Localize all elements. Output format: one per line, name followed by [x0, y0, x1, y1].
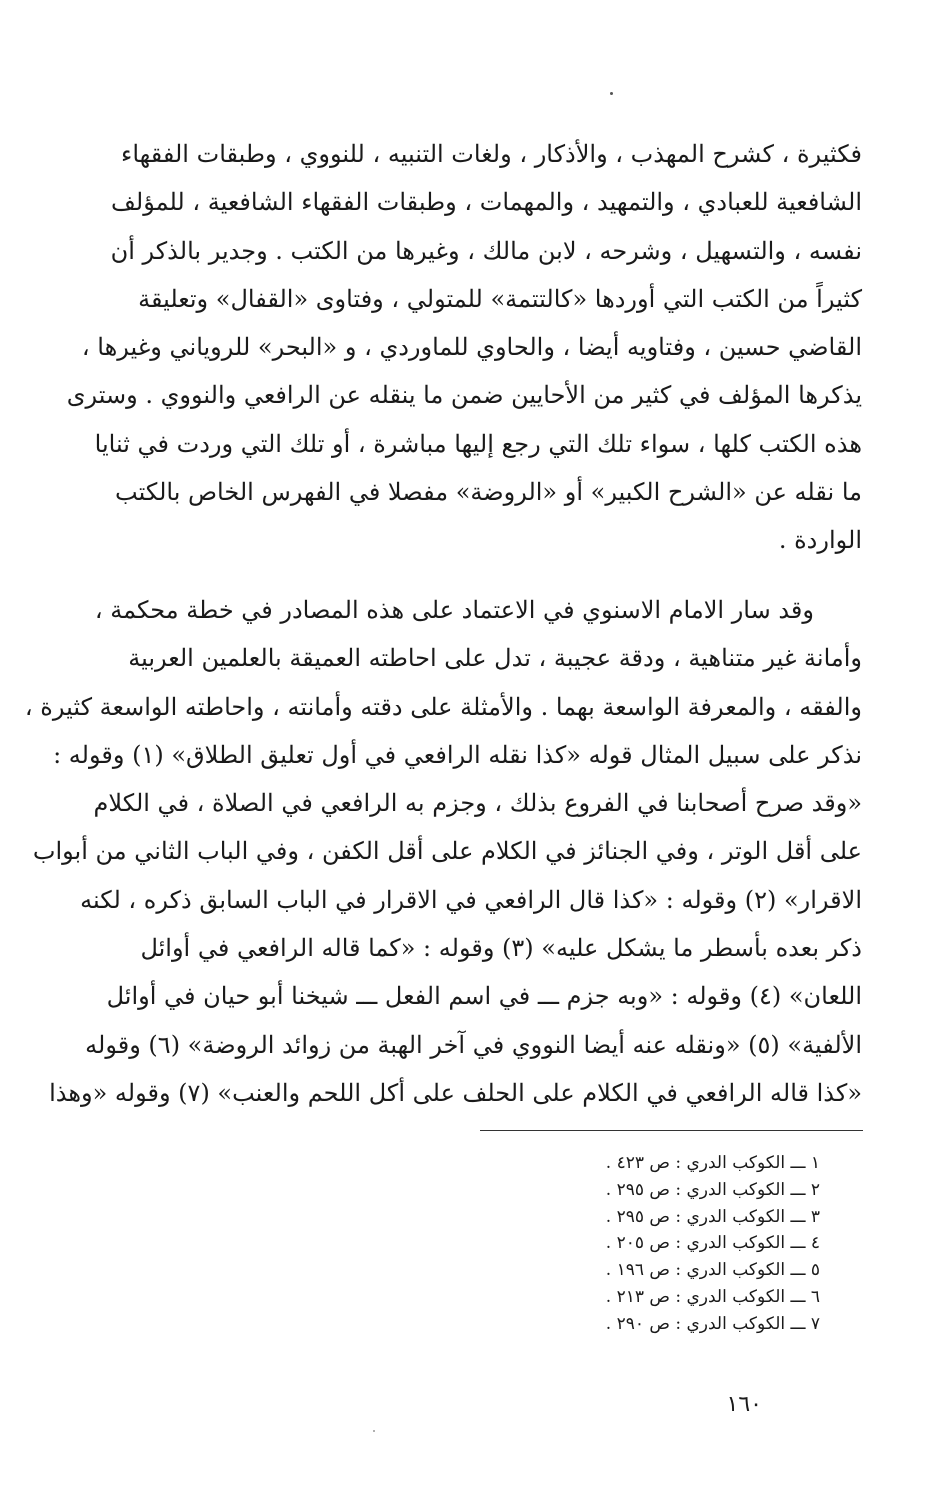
- footnotes-list: [400, 1150, 820, 1338]
- footnote-item: ٣ ـــ الكوكب الدري : ص ٢٩٥ .: [605, 1206, 820, 1227]
- footnote-item: ٥ ـــ الكوكب الدري : ص ١٩٦ .: [605, 1260, 820, 1281]
- scan-speck: [610, 92, 613, 95]
- text-line: الاقرار» (٢) وقوله : «كذا قال الرافعي في الاقرار في الباب السابق ذكره ، لكنه: [80, 885, 862, 914]
- text-line: وأمانة غير متناهية ، ودقة عجيبة ، تدل على احاطته العميقة بالعلمين العربية: [128, 644, 862, 673]
- text-line: «كذا قاله الرافعي في الكلام على الحلف على أكل اللحم والعنب» (٧) وقوله «وهذا: [49, 1078, 862, 1107]
- text-line: الألفية» (٥) «ونقله عنه أيضا النووي في آخر الهبة من زوائد الروضة» (٦) وقوله: [85, 1030, 862, 1059]
- scan-speck: [373, 1430, 375, 1432]
- text-line: على أقل الوتر ، وفي الجنائز في الكلام على أقل الكفن ، وفي الباب الثاني من أبواب: [32, 837, 862, 866]
- text-line: نذكر على سبيل المثال قوله «كذا نقله الرافعي في أول تعليق الطلاق» (١) وقوله :: [53, 740, 862, 769]
- footnote-item: ٦ ـــ الكوكب الدري : ص ٢١٣ .: [605, 1286, 820, 1307]
- paragraph-1: [66, 130, 862, 565]
- text-line: والفقه ، والمعرفة الواسعة بهما . والأمثلة على دقته وأمانته ، واحاطته الواسعة كثيرة ،: [24, 692, 862, 721]
- text-line: ما نقله عن «الشرح الكبير» أو «الروضة» مفصلا في الفهرس الخاص بالكتب: [115, 478, 862, 507]
- text-line: اللعان» (٤) وقوله : «وبه جزم ـــ في اسم الفعل ـــ شيخنا أبو حيان في أوائل: [106, 982, 862, 1011]
- text-line: الواردة .: [778, 526, 862, 555]
- text-line: يذكرها المؤلف في كثير من الأحايين ضمن ما ينقله عن الرافعي والنووي . وسترى: [66, 381, 862, 410]
- text-line: «وقد صرح أصحابنا في الفروع بذلك ، وجزم به الرافعي في الصلاة ، في الكلام: [93, 789, 862, 818]
- text-line: نفسه ، والتسهيل ، وشرحه ، لابن مالك ، وغيرها من الكتب . وجدير بالذكر أن: [110, 236, 862, 265]
- text-line: وقد سار الامام الاسنوي في الاعتماد على هذه المصادر في خطة محكمة ،: [94, 596, 814, 624]
- footnote-item: ٧ ـــ الكوكب الدري : ص ٢٩٠ .: [605, 1313, 820, 1334]
- text-line: ذكر بعده بأسطر ما يشكل عليه» (٣) وقوله : «كما قاله الرافعي في أوائل: [140, 934, 862, 963]
- footnote-item: ٤ ـــ الكوكب الدري : ص ٢٠٥ .: [605, 1233, 820, 1254]
- footnote-item: ٢ ـــ الكوكب الدري : ص ٢٩٥ .: [605, 1179, 820, 1200]
- text-line: القاضي حسين ، وفتاويه أيضا ، والحاوي للماوردي ، و «البحر» للروياني وغيرها ،: [81, 333, 862, 362]
- page-number: ١٦٠: [726, 1392, 762, 1417]
- text-line: هذه الكتب كلها ، سواء تلك التي رجع إليها مباشرة ، أو تلك التي وردت في ثنايا: [94, 429, 862, 458]
- footnote-divider: [480, 1130, 863, 1131]
- text-line: كثيراً من الكتب التي أوردها «كالتتمة» للمتولي ، وفتاوى «القفال» وتعليقة: [138, 284, 862, 313]
- paragraph-2: [24, 586, 862, 1117]
- text-line: الشافعية للعبادي ، والتمهيد ، والمهمات ، وطبقات الفقهاء الشافعية ، للمؤلف: [111, 188, 862, 217]
- text-line: فكثيرة ، كشرح المهذب ، والأذكار ، ولغات التنبيه ، للنووي ، وطبقات الفقهاء: [121, 140, 862, 168]
- footnote-item: ١ ـــ الكوكب الدري : ص ٤٢٣ .: [605, 1153, 820, 1173]
